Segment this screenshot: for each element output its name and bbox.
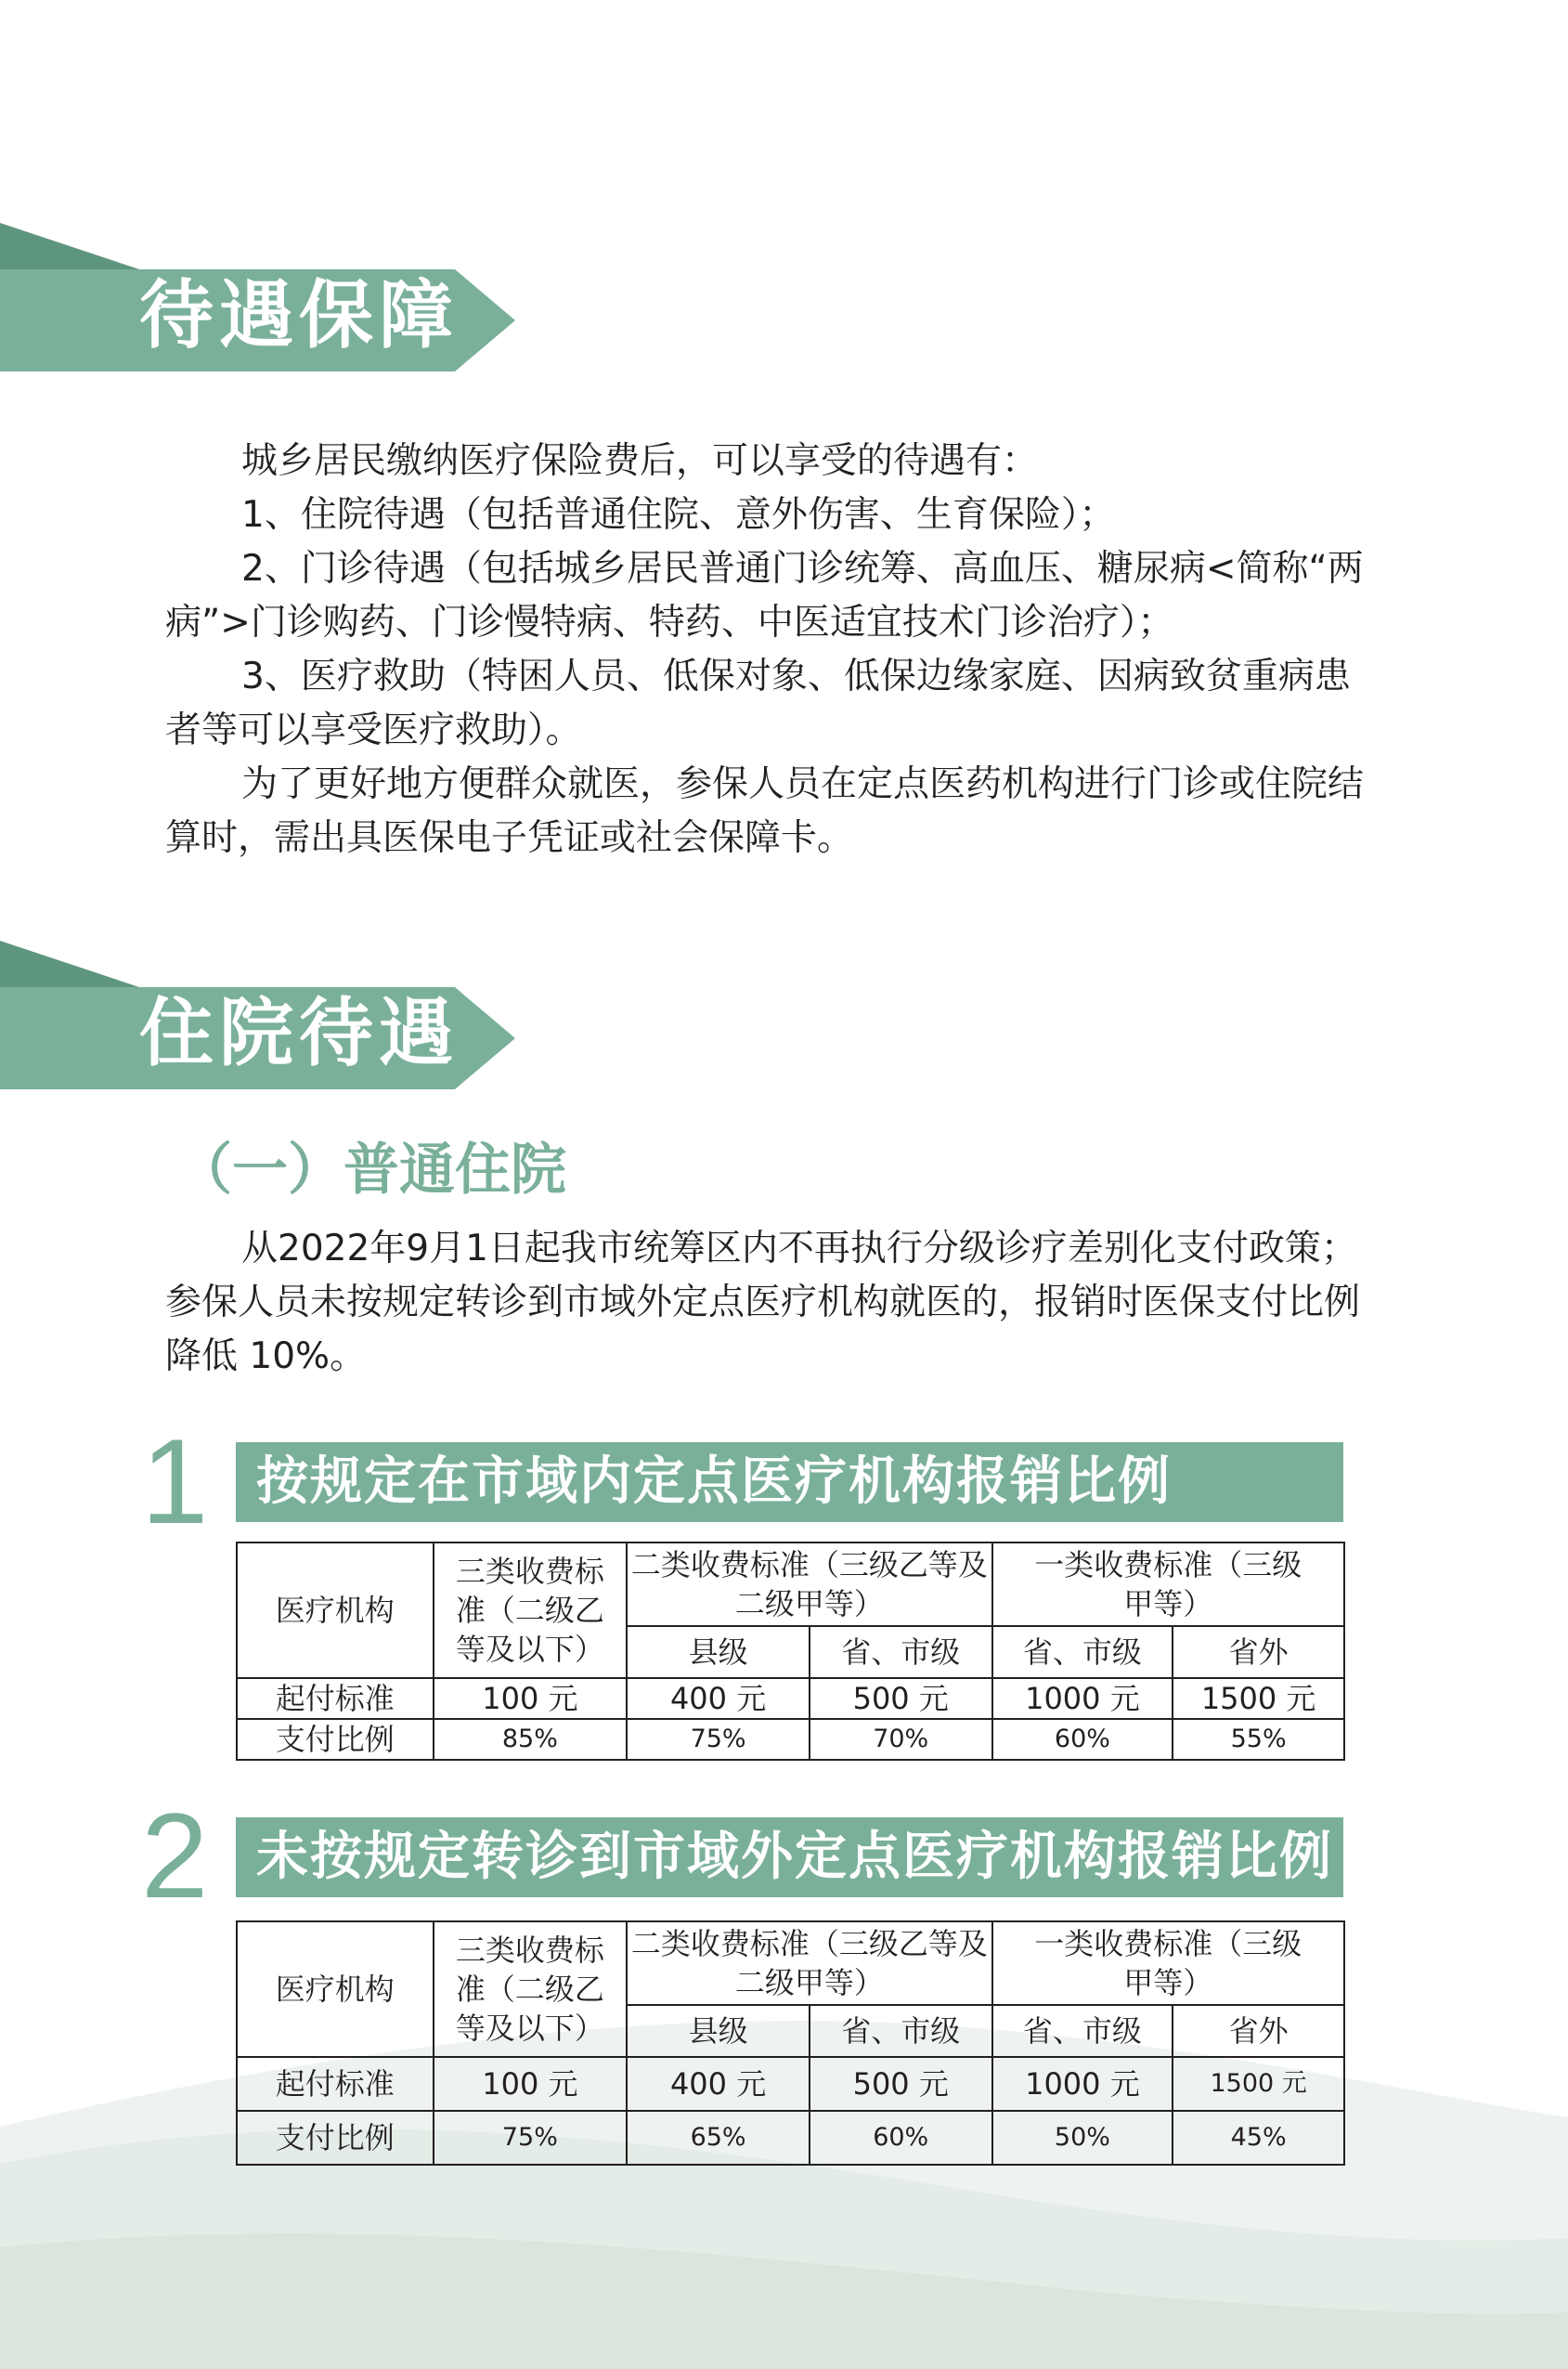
table-cell: 100 元 <box>434 1678 628 1719</box>
table-cell: 45% <box>1173 2111 1344 2165</box>
table-cell: 1000 元 <box>992 2057 1173 2111</box>
header-institution: 医疗机构 <box>237 1542 434 1678</box>
header-class2: 二类收费标准（三级乙等及二级甲等） <box>627 1542 991 1626</box>
table-cell: 400 元 <box>627 2057 810 2111</box>
reimbursement-table-1 <box>236 1542 1345 1761</box>
section-title-benefits: 待遇保障 <box>139 272 459 358</box>
benefits-item-3: 3、医疗救助（特困人员、低保对象、低保边缘家庭、因病致贫重病患者等可以享受医疗救助）。 <box>165 656 1351 751</box>
table-row <box>237 2057 1344 2111</box>
section-banner-benefits <box>0 223 520 371</box>
header-institution: 医疗机构 <box>237 1921 434 2057</box>
table-cell: 1500 元 <box>1173 2057 1344 2111</box>
header-class1: 一类收费标准（三级甲等） <box>992 1542 1344 1626</box>
header-class2: 二类收费标准（三级乙等及二级甲等） <box>627 1921 991 2005</box>
benefits-note: 为了更好地方便群众就医，参保人员在定点医药机构进行门诊或住院结算时，需出具医保电子凭证或社会保障卡。 <box>165 763 1365 859</box>
hospitalization-policy: 从2022年9月1日起我市统筹区内不再执行分级诊疗差别化支付政策；参保人员未按规定转诊到市域外定点医疗机构就医的，报销时医保支付比例降低 10%。 <box>165 1228 1361 1377</box>
table-cell: 70% <box>810 1719 992 1760</box>
table-title-1: 按规定在市域内定点医疗机构报销比例 <box>236 1442 1343 1522</box>
table-cell: 500 元 <box>810 2057 992 2111</box>
header-class3: 三类收费标准（二级乙等及以下） <box>434 1921 628 2057</box>
benefits-intro: 城乡居民缴纳医疗保险费后，可以享受的待遇有： <box>241 440 1039 482</box>
header-outside: 省外 <box>1173 1626 1344 1678</box>
table-cell: 50% <box>992 2111 1173 2165</box>
benefits-item-2: 2、门诊待遇（包括城乡居民普通门诊统筹、高血压、糖尿病<简称“两病”>门诊购药、门诊慢特病、特药、中医适宜技术门诊治疗）； <box>165 548 1364 644</box>
section-banner-hospitalization <box>0 941 520 1089</box>
table-number-1: 1 <box>141 1413 209 1549</box>
section-title-hospitalization: 住院待遇 <box>139 990 459 1076</box>
table-cell: 100 元 <box>434 2057 628 2111</box>
table-cell: 500 元 <box>810 1678 992 1719</box>
header-province-city-2: 省、市级 <box>992 1626 1173 1678</box>
table-cell: 60% <box>992 1719 1173 1760</box>
table-row <box>237 1719 1344 1760</box>
row-label: 支付比例 <box>237 1719 434 1760</box>
header-county: 县级 <box>627 1626 810 1678</box>
table-cell: 75% <box>434 2111 628 2165</box>
table-cell: 55% <box>1173 1719 1344 1760</box>
subsection-title: （一）普通住院 <box>176 1138 566 1203</box>
row-label: 起付标准 <box>237 1678 434 1719</box>
table-row <box>237 2111 1344 2165</box>
table-cell: 60% <box>810 2111 992 2165</box>
table-cell: 85% <box>434 1719 628 1760</box>
reimbursement-table-2 <box>236 1920 1345 2166</box>
header-county: 县级 <box>627 2005 810 2057</box>
table-cell: 1500 元 <box>1173 1678 1344 1719</box>
table-cell: 400 元 <box>627 1678 810 1719</box>
table-cell: 65% <box>627 2111 810 2165</box>
table-title-2: 未按规定转诊到市域外定点医疗机构报销比例 <box>236 1817 1343 1897</box>
row-label: 支付比例 <box>237 2111 434 2165</box>
header-province-city: 省、市级 <box>810 2005 992 2057</box>
header-province-city-2: 省、市级 <box>992 2005 1173 2057</box>
benefits-item-1: 1、住院待遇（包括普通住院、意外伤害、生育保险）； <box>241 494 1116 536</box>
hospitalization-text <box>165 1222 1372 1384</box>
row-label: 起付标准 <box>237 2057 434 2111</box>
table-cell: 75% <box>627 1719 810 1760</box>
benefits-text <box>165 435 1372 866</box>
table-cell: 1000 元 <box>992 1678 1173 1719</box>
header-outside: 省外 <box>1173 2005 1344 2057</box>
header-class3: 三类收费标准（二级乙等及以下） <box>434 1542 628 1678</box>
header-class1: 一类收费标准（三级甲等） <box>992 1921 1344 2005</box>
table-number-2: 2 <box>141 1788 209 1923</box>
header-province-city: 省、市级 <box>810 1626 992 1678</box>
table-row <box>237 1678 1344 1719</box>
